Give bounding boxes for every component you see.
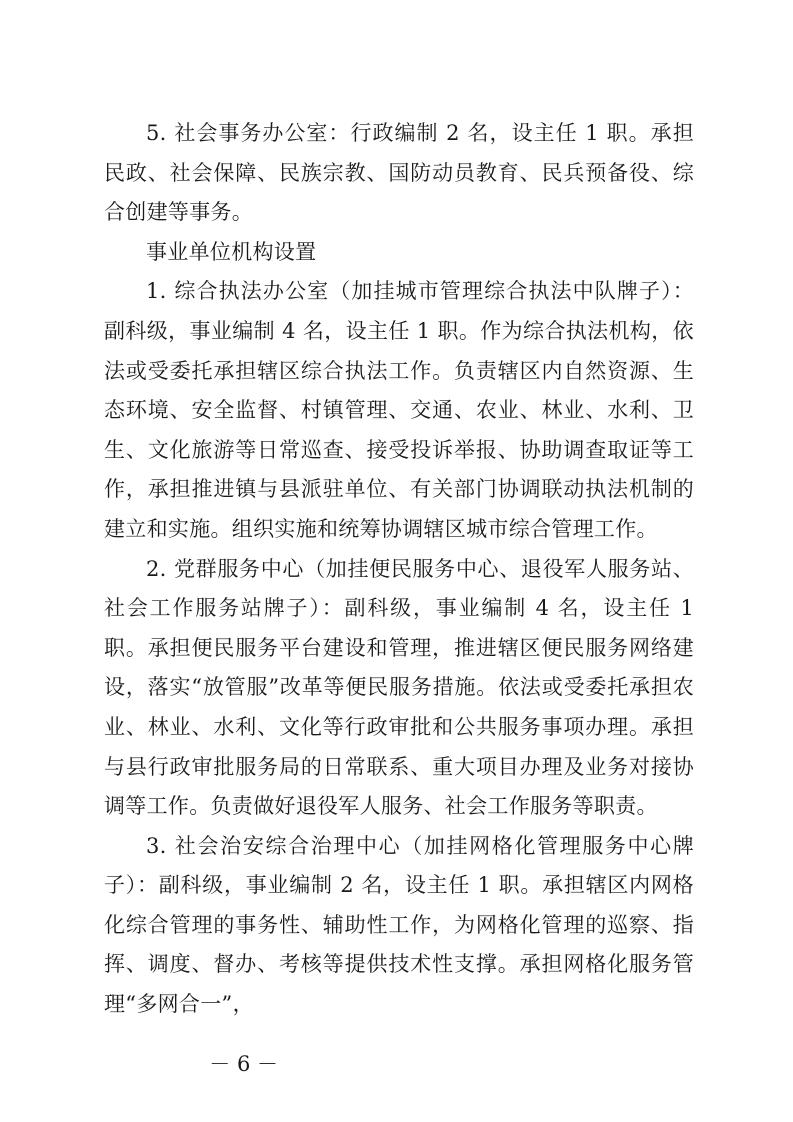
page-number: － 6 － bbox=[209, 1052, 278, 1076]
section-heading-public-institutions: 事业单位机构设置 bbox=[146, 239, 317, 264]
paragraph-comprehensive-law-enforcement-office: 1. 综合执法办公室（加挂城市管理综合执法中队牌子）：副科级，事业编制 4 名，设主任 1 职。作为综合执法机构，依法或受委托承担辖区综合执法工作。负责辖区内自然资源、生态环境、安全监督、村镇管理、交通、农业、林业、水利、卫生、文化旅游等日常巡查、接受投诉举报、协助调查取证等工作，承担推进镇与县派驻单位、有关部门协调联动执法机制的建立和实施。组织实施和统筹协调辖区城市综合管理工作。 bbox=[104, 279, 694, 541]
paragraph-social-affairs-office: 5. 社会事务办公室：行政编制 2 名，设主任 1 职。承担民政、社会保障、民族宗教、国防动员教育、民兵预备役、综合创建等事务。 bbox=[104, 121, 694, 225]
paragraph-party-mass-service-center: 2. 党群服务中心（加挂便民服务中心、退役军人服务站、社会工作服务站牌子）：副科级，事业编制 4 名，设主任 1 职。承担便民服务平台建设和管理，推进辖区便民服务网络建设，落实“放管服”改革等便民服务措施。依法或受委托承担农业、林业、水利、文化等行政审批和公共服务事项办理。承担与县行政审批服务局的日常联系、重大项目办理及业务对接协调等工作。负责做好退役军人服务、社会工作服务等职责。 bbox=[104, 556, 694, 819]
document-body bbox=[104, 114, 694, 1025]
paragraph-social-security-governance-center: 3. 社会治安综合治理中心（加挂网格化管理服务中心牌子）：副科级，事业编制 2 名，设主任 1 职。承担辖区内网格化综合管理的事务性、辅助性工作，为网格化管理的巡察、指挥、调度、督办、考核等提供技术性支撑。承担网格化服务管理“多网合一”， bbox=[104, 833, 694, 1017]
